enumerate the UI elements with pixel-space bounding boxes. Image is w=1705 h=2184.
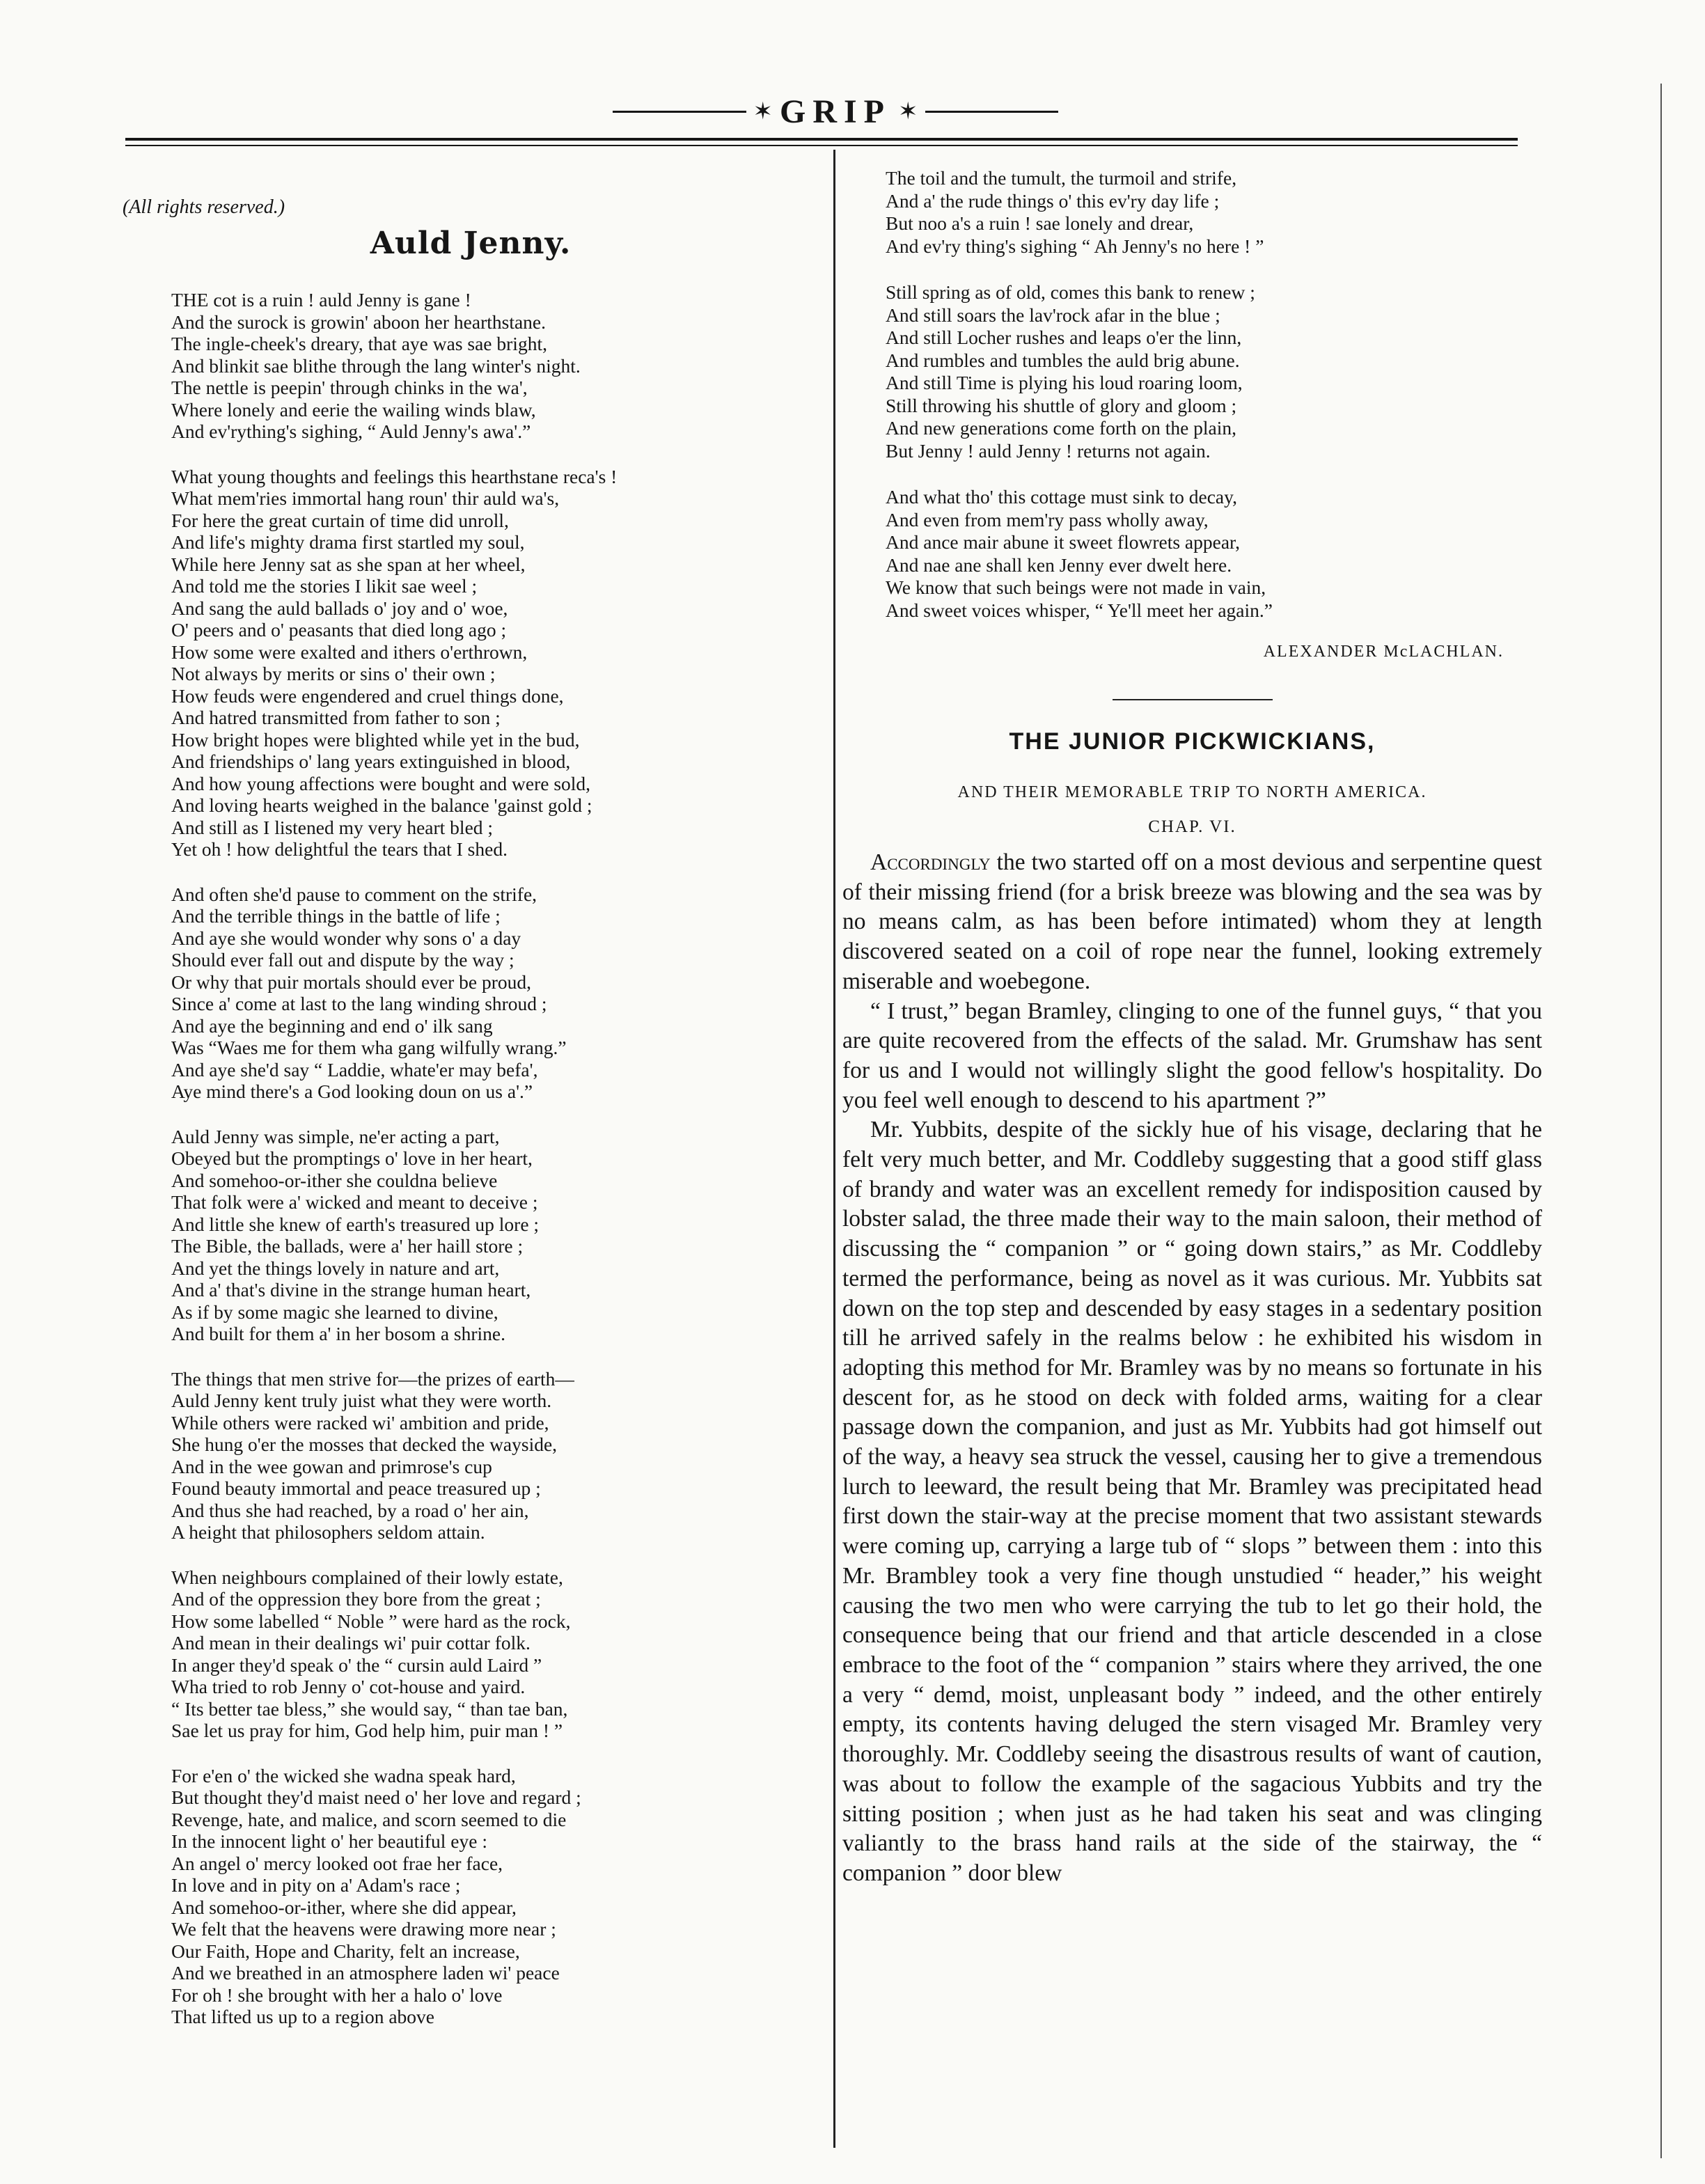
poem-line: A height that philosophers seldom attain. xyxy=(171,1521,485,1543)
poem-line: Or why that puir mortals should ever be proud, xyxy=(171,971,532,993)
header-rule-thin xyxy=(125,145,1518,146)
poem-line: And somehoo-or-ither she couldna believe xyxy=(171,1169,498,1191)
section-divider xyxy=(1113,699,1273,700)
poem-line: That lifted us up to a region above xyxy=(171,2006,435,2027)
poem-line: Should ever fall out and dispute by the way ; xyxy=(171,949,514,971)
poem-line: And aye the beginning and end o' ilk sang xyxy=(171,1014,493,1037)
stanza xyxy=(171,466,819,861)
poem-line: And even from mem'ry pass wholly away, xyxy=(886,508,1209,531)
paragraph: Mr. Yubbits, despite of the sickly hue of his visage, declaring that he felt very much better, and Mr. Coddleby suggesting that a good stiff glass of brandy and water was an excellent remedy for indisposition caused by lobster salad, the three made their way to the main saloon, their method of discussing the “ companion ” or “ going down stairs,” as Mr. Coddleby termed the performance, being as novel as it was curious. Mr. Yubbits sat down on the top step and descended by easy stages in a sedentary position till he arrived safely in the realms below : he exhibited his wisdom in adopting this method for Mr. Bramley was by no means so fortunate in his descent for, as he stood on deck with folded arms, waiting for a clear passage down the companion, and just as Mr. Yubbits had got himself out of the way, a heavy sea struck the vessel, causing her to give a tremendous lurch to leeward, the result being that Mr. Bramley was precipitated head first down the stair-way at the precise moment that two assistant stewards were coming up, carrying a large tub of “ slops ” between them : into this Mr. Brambley took a very fine though unstudied “ header,” his weight causing the two men who were carrying the tub to let go their hold, the consequence being that our friend and that article descended in a close embrace to the foot of the “ companion ” stairs where they arrived, the one a very “ demd, moist, unpleasant body ” indeed, and the other entirely empty, its contents having deluged the stern visaged Mr. Bramley very thoroughly. Mr. Coddleby seeing the disastrous results of want of caution, was about to follow the example of the sagacious Yubbits and try the sitting position ; when just as he had taken his seat and was clinging valiantly to the brass hand rails at the side of the stairway, the “ companion ” door blew xyxy=(842,1117,1542,1886)
poem-line: The Bible, the ballads, were a' her haill store ; xyxy=(171,1235,524,1257)
poem-line: And aye she would wonder why sons o' a day xyxy=(171,927,521,949)
poem-line: And friendships o' lang years extinguished in blood, xyxy=(171,751,571,772)
poem-line: For oh ! she brought with her a halo o' love xyxy=(171,1983,503,2006)
poem-line: But noo a's a ruin ! sae lonely and drear, xyxy=(886,212,1194,234)
poem-line: The nettle is peepin' through chinks in the wa', xyxy=(171,377,528,398)
poem-line: How bright hopes were blighted while yet in the bud, xyxy=(171,728,580,751)
poem-line: And blinkit sae blithe through the lang winter's night. xyxy=(171,354,581,377)
poem-line: Still throwing his shuttle of glory and gloom ; xyxy=(886,394,1237,416)
poem-line: And a' that's divine in the strange human heart, xyxy=(171,1279,531,1301)
left-column xyxy=(123,196,819,2051)
poem-line: And ev'ry thing's sighing “ Ah Jenny's no here ! ” xyxy=(886,235,1264,257)
stanza xyxy=(171,1765,819,2028)
poem-line: But thought they'd maist need o' her love and regard ; xyxy=(171,1786,581,1808)
poem-line: She hung o'er the mosses that decked the wayside, xyxy=(171,1433,558,1455)
poem-line: In the innocent light o' her beautiful eye : xyxy=(171,1830,487,1852)
stanza xyxy=(171,1368,819,1543)
stanza xyxy=(171,883,819,1103)
paragraph: Accordingly the two started off on a most devious and serpentine quest of their missing friend (for a brisk breeze was blowing and the sea was by no means calm, as has been before intimated) whom they at length discovered seated on a coil of rope near the funnel, looking extremely miserable and woebegone. xyxy=(842,849,1542,994)
masthead-rule-left xyxy=(613,111,746,113)
poem-line: Aye mind there's a God looking doun on us a'.” xyxy=(171,1081,533,1102)
poem-line: Since a' come at last to the lang winding shroud ; xyxy=(171,993,547,1014)
poem-line: In love and in pity on a' Adam's race ; xyxy=(171,1874,461,1896)
article-title: THE JUNIOR PICKWICKIANS, xyxy=(1009,728,1376,755)
star-ornament-icon: ✶ xyxy=(753,99,773,125)
poem-line: And thus she had reached, by a road o' her ain, xyxy=(171,1499,529,1521)
poem-line: The ingle-cheek's dreary, that aye was sae bright, xyxy=(171,333,547,354)
poem-line: And new generations come forth on the plain, xyxy=(886,417,1237,439)
poem-line: And built for them a' in her bosom a shrine. xyxy=(171,1323,506,1344)
poem-author: ALEXANDER McLACHLAN. xyxy=(1263,643,1504,661)
column-divider xyxy=(833,150,835,2148)
poem-line: But Jenny ! auld Jenny ! returns not again. xyxy=(886,439,1211,462)
poem-line: Still spring as of old, comes this bank to renew ; xyxy=(886,281,1255,303)
poem-continuation xyxy=(842,167,1542,622)
poem-line: “ Its better tae bless,” she would say, “ than tae ban, xyxy=(171,1697,568,1720)
poem-line: And rumbles and tumbles the auld brig abune. xyxy=(886,349,1240,371)
poem-line: An angel o' mercy looked oot frae her face, xyxy=(171,1852,503,1874)
paragraph: “ I trust,” began Bramley, clinging to one of the funnel guys, “ that you are quite recovered from the effects of the salad. Mr. Grumshaw has sent for us and I would not willingly slight the good fellow's hospitality. Do you feel well enough to descend to his apartment ?” xyxy=(842,998,1542,1113)
poem-line: And sweet voices whisper, “ Ye'll meet her again.” xyxy=(886,599,1273,621)
poem-line: And somehoo-or-ither, where she did appear, xyxy=(171,1896,517,1918)
poem-line: How feuds were engendered and cruel things done, xyxy=(171,684,564,707)
poem-line: As if by some magic she learned to divine, xyxy=(171,1301,498,1323)
poem-line: How some were exalted and ithers o'erthrown, xyxy=(171,641,528,663)
stanza xyxy=(171,1126,819,1345)
poem-line: For e'en o' the wicked she wadna speak hard, xyxy=(171,1764,516,1786)
poem-line: And nae ane shall ken Jenny ever dwelt here. xyxy=(886,553,1232,576)
poem-line: The toil and the tumult, the turmoil and strife, xyxy=(886,167,1237,189)
poem-line: And still as I listened my very heart bled ; xyxy=(171,816,494,838)
poem-line: O' peers and o' peasants that died long ago ; xyxy=(171,619,507,641)
stanza xyxy=(171,1566,819,1742)
stanza xyxy=(886,281,1542,462)
poem-line: And we breathed in an atmosphere laden wi' peace xyxy=(171,1962,560,1983)
poem-line: We know that such beings were not made in vain, xyxy=(886,576,1266,598)
poem-line: Our Faith, Hope and Charity, felt an increase, xyxy=(171,1940,520,1962)
poem-line: Auld Jenny was simple, ne'er acting a part, xyxy=(171,1125,500,1147)
poem-line: What young thoughts and feelings this hearthstane reca's ! xyxy=(171,465,618,487)
poem-line: And the terrible things in the battle of life ; xyxy=(171,905,501,927)
right-column xyxy=(842,167,1542,1889)
poem-line: How some labelled “ Noble ” were hard as the rock, xyxy=(171,1610,571,1632)
poem-line: Wha tried to rob Jenny o' cot-house and yaird. xyxy=(171,1676,526,1697)
poem-line: And ance mair abune it sweet flowrets appear, xyxy=(886,531,1240,553)
poem-line: Was “Waes me for them wha gang wilfully wrang.” xyxy=(171,1037,567,1058)
poem-line: While here Jenny sat as she span at her wheel, xyxy=(171,553,526,575)
poem-line: And of the oppression they bore from the great ; xyxy=(171,1588,541,1610)
poem-line: THE cot is a ruin ! auld Jenny is gane ! xyxy=(171,289,471,311)
poem-line: That folk were a' wicked and meant to deceive ; xyxy=(171,1191,538,1213)
poem-line: When neighbours complained of their lowly estate, xyxy=(171,1566,563,1588)
stanza xyxy=(886,486,1542,622)
poem-line: And yet the things lovely in nature and art, xyxy=(171,1257,500,1279)
poem-line: And a' the rude things o' this ev'ry day life ; xyxy=(886,189,1220,212)
poem-line: And sang the auld ballads o' joy and o' woe, xyxy=(171,597,508,619)
poem-line: Sae let us pray for him, God help him, puir man ! ” xyxy=(171,1720,563,1741)
poem-line: And in the wee gowan and primrose's cup xyxy=(171,1455,492,1477)
poem-line: And still Time is plying his loud roaring loom, xyxy=(886,372,1243,393)
poem-line: And little she knew of earth's treasured up lore ; xyxy=(171,1213,540,1235)
poem-line: In anger they'd speak o' the “ cursin auld Laird ” xyxy=(171,1653,542,1676)
poem-line: And mean in their dealings wi' puir cottar folk. xyxy=(171,1632,531,1653)
poem-line: And still Locher rushes and leaps o'er the linn, xyxy=(886,327,1242,348)
article-body xyxy=(842,848,1542,1889)
poem-line: Revenge, hate, and malice, and scorn seemed to die xyxy=(171,1808,567,1830)
poem-line: Yet oh ! how delightful the tears that I shed. xyxy=(171,838,508,860)
poem-line: And hatred transmitted from father to son ; xyxy=(171,707,501,728)
poem-line: While others were racked wi' ambition and pride, xyxy=(171,1411,549,1433)
poem-line: And told me the stories I likit sae weel ; xyxy=(171,575,478,597)
chapter-heading: CHAP. VI. xyxy=(1148,817,1236,836)
poem-line: Found beauty immortal and peace treasured up ; xyxy=(171,1477,541,1499)
masthead-rule-right xyxy=(925,111,1059,113)
stanza xyxy=(171,289,819,443)
page-edge xyxy=(1660,84,1662,2158)
poem-line: Where lonely and eerie the wailing winds blaw, xyxy=(171,398,536,421)
poem-line: And what tho' this cottage must sink to decay, xyxy=(886,486,1237,508)
poem-line: And how young affections were bought and were sold, xyxy=(171,772,591,794)
poem-body xyxy=(123,289,819,2028)
star-ornament-icon: ✶ xyxy=(898,99,918,125)
poem-line: The things that men strive for—the prizes of earth— xyxy=(171,1367,574,1390)
poem-line: And still soars the lav'rock afar in the blue ; xyxy=(886,304,1220,326)
poem-line: And loving hearts weighed in the balance 'gainst gold ; xyxy=(171,794,592,816)
poem-line: And aye she'd say “ Laddie, whate'er may befa', xyxy=(171,1058,538,1081)
poem-line: And life's mighty drama first startled my soul, xyxy=(171,531,525,553)
poem-line: And often she'd pause to comment on the strife, xyxy=(171,883,537,905)
masthead xyxy=(613,91,1058,132)
article-subtitle: AND THEIR MEMORABLE TRIP TO NORTH AMERICA. xyxy=(957,783,1427,801)
masthead-title: GRIP xyxy=(780,93,891,130)
poem-line: And ev'rything's sighing, “ Auld Jenny's awa'.” xyxy=(171,421,531,442)
poem-line: Auld Jenny kent truly juist what they were worth. xyxy=(171,1390,552,1411)
poem-line: For here the great curtain of time did unroll, xyxy=(171,509,509,531)
poem-line: We felt that the heavens were drawing more near ; xyxy=(171,1918,556,1940)
poem-title: Auld Jenny. xyxy=(370,226,572,261)
poem-line: Not always by merits or sins o' their own ; xyxy=(171,663,496,684)
header-rule-thick xyxy=(125,138,1518,141)
poem-line: Obeyed but the promptings o' love in her heart, xyxy=(171,1147,533,1169)
poem-line: What mem'ries immortal hang roun' thir auld wa's, xyxy=(171,487,560,509)
rights-notice: (All rights reserved.) xyxy=(123,196,285,218)
stanza xyxy=(886,167,1542,258)
lead-word: Accordingly xyxy=(870,849,991,875)
poem-line: And the surock is growin' aboon her hearthstane. xyxy=(171,311,547,333)
